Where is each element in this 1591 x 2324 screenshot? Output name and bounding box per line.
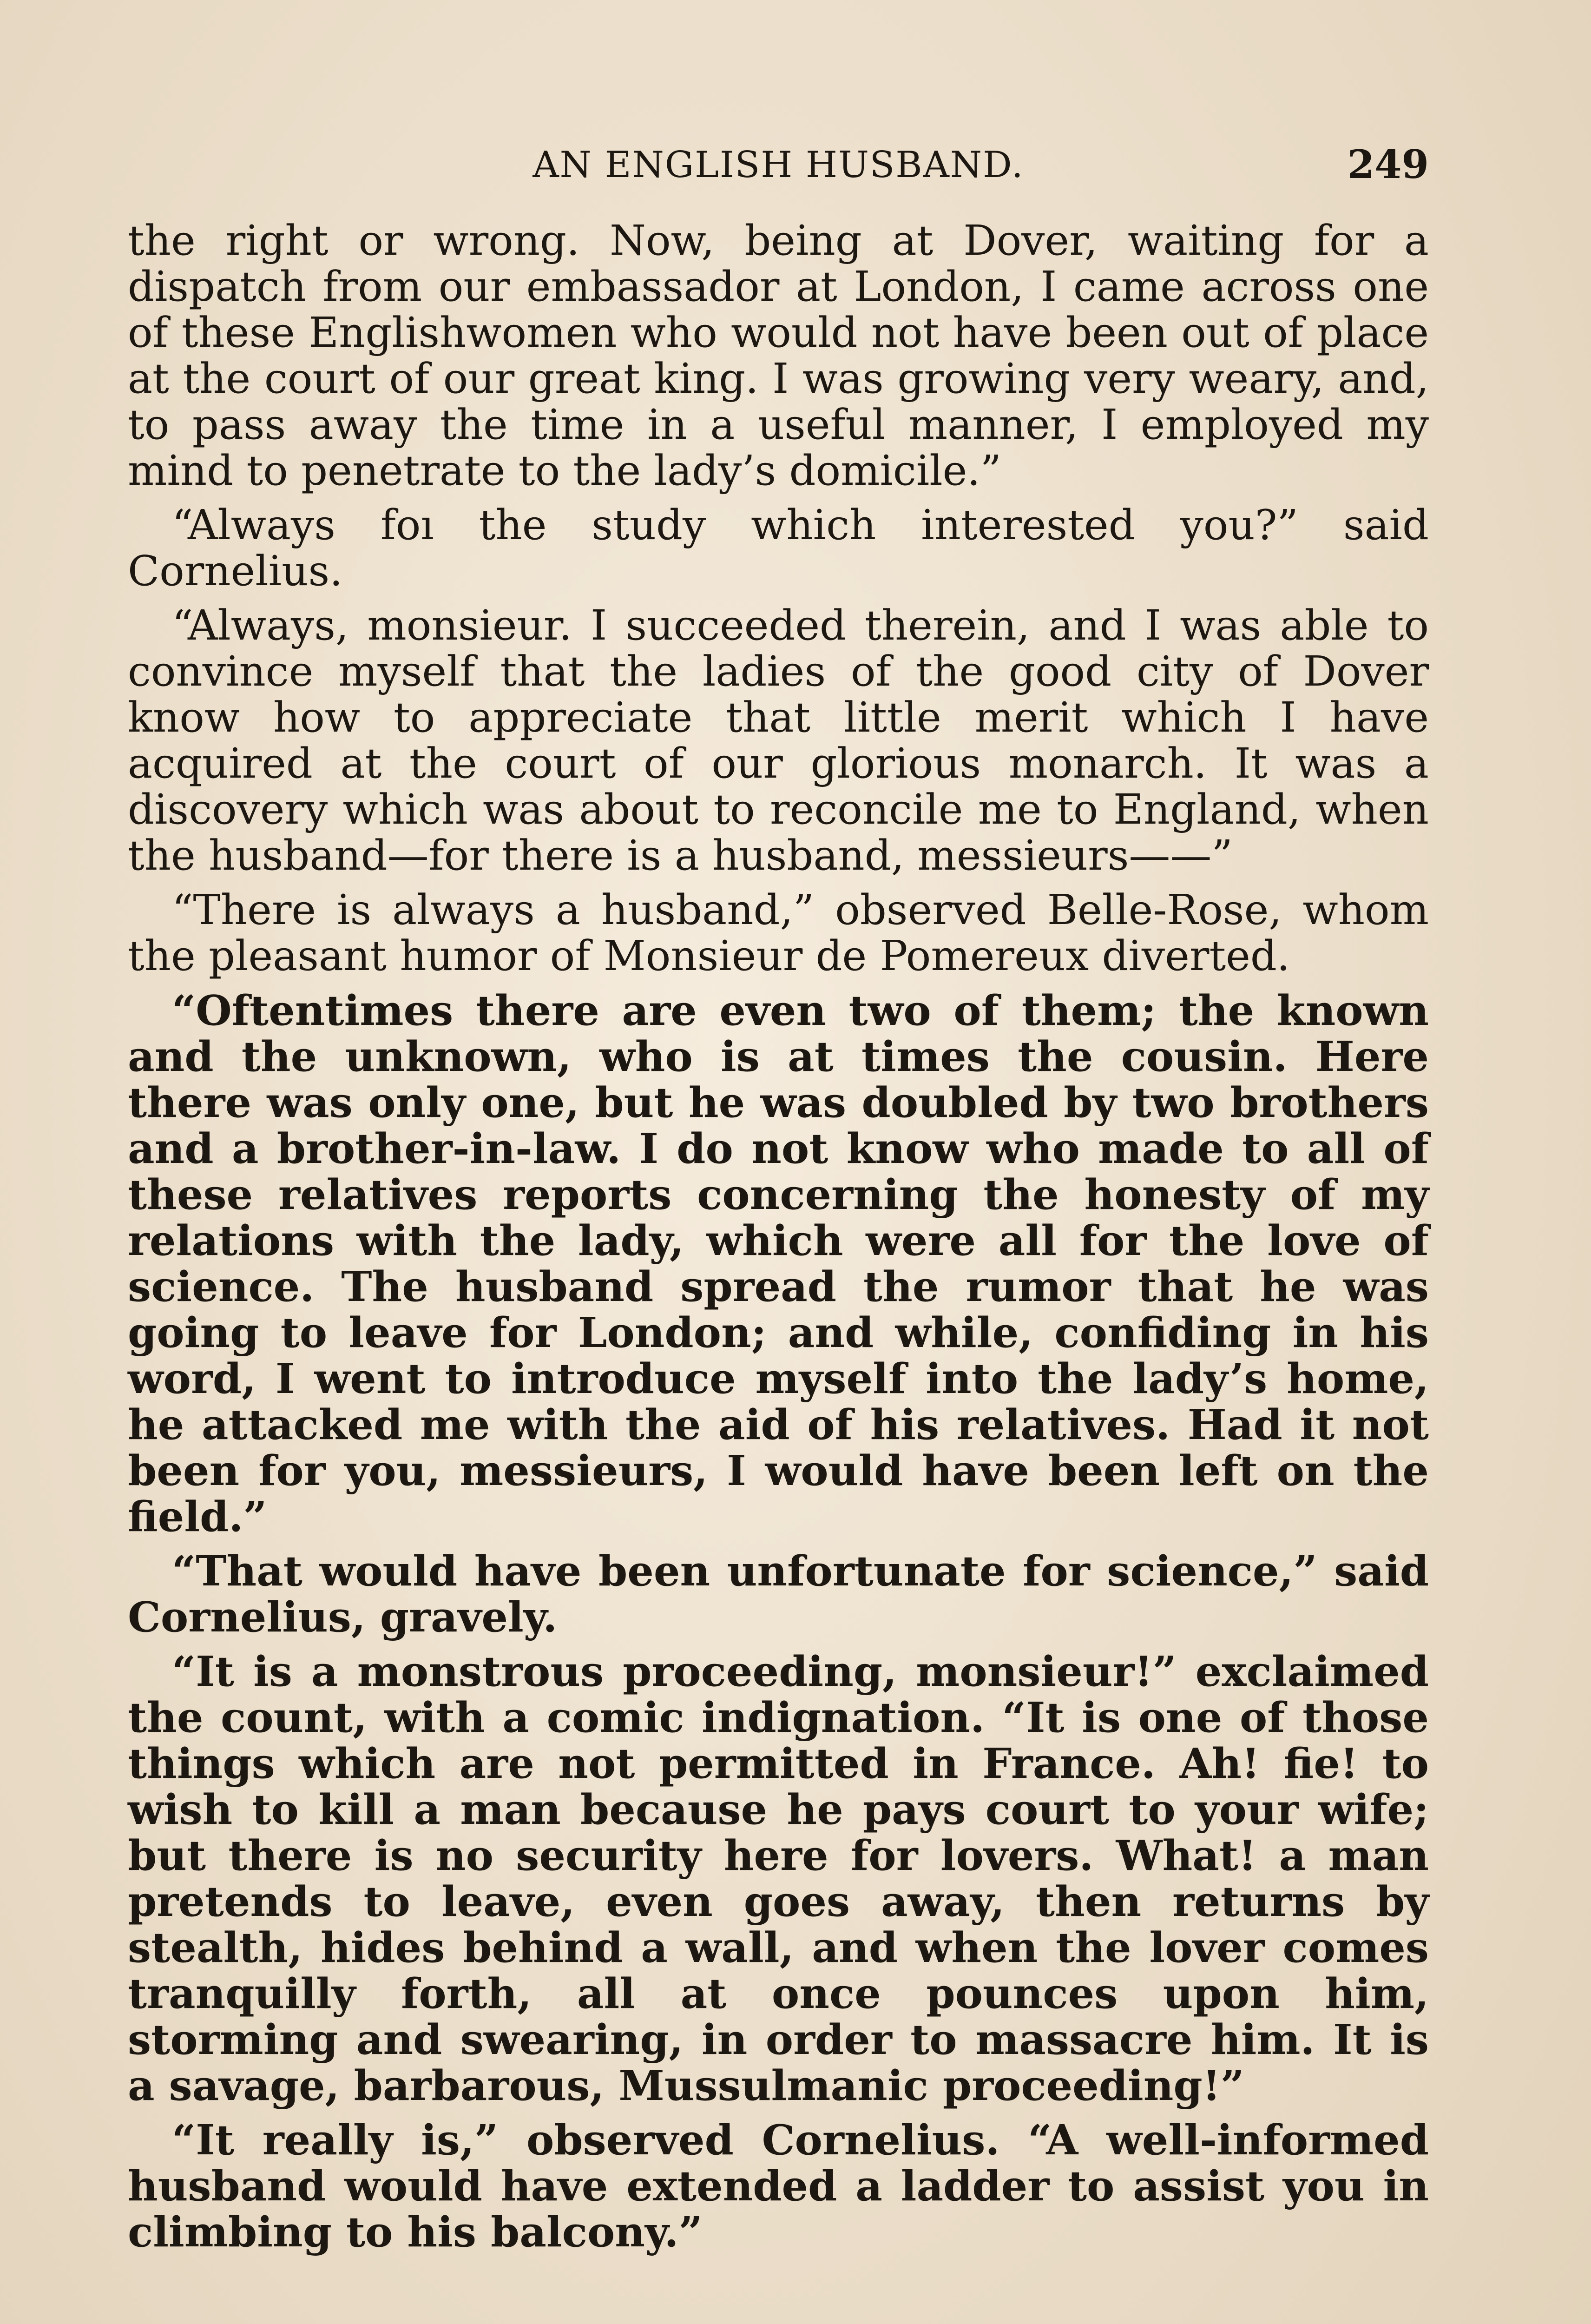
running-head — [128, 139, 1429, 200]
paragraph: “Oftentimes there are even two of them; the known and the unknown, who is at times the cousin. Here there was only one, but he was doubled by two brothers and a brother-in-law. I do not know who made to all of these relatives reports concerning the honesty of my relations with the lady, which were all for the love of science. The husband spread the rumor that he was going to leave for London; and while, confiding in his word, I went to introduce myself into the lady’s home, he attacked me with the aid of his relatives. Had it not been for you, messieurs, I would have been left on the field.” — [128, 986, 1429, 1541]
body-text — [128, 218, 1429, 2263]
paragraph: “Always foı the study which interested you?” said Cornelius. — [128, 501, 1429, 595]
paragraph: “There is always a husband,” observed Belle-Rose, whom the pleasant humor of Monsieur de Pomereux diverted. — [128, 885, 1429, 980]
paragraph: “That would have been unfortunate for science,” said Cornelius, gravely. — [128, 1546, 1429, 1641]
page-number: 249 — [1347, 141, 1429, 187]
paragraph: “Always, monsieur. I succeeded therein, and I was able to convince myself that the ladies of the good city of Dover know how to appreciate that little merit which I have acquired at the court of our glorious monarch. It was a discovery which was about to reconcile me to England, when the husband—for there is a husband, messieurs——” — [128, 601, 1429, 879]
running-title: AN ENGLISH HUSBAND. — [533, 144, 1024, 186]
paragraph: “It really is,” observed Cornelius. “A well-informed husband would have extended a ladder to assist you in climbing to his balcony.” — [128, 2115, 1429, 2256]
paragraph: “It is a monstrous proceeding, monsieur!” exclaimed the count, with a comic indignation. “It is one of those things which are not permitted in France. Ah! fie! to wish to kill a man because he pays court to your wife; but there is no security here for lovers. What! a man pretends to leave, even goes away, then returns by stealth, hides behind a wall, and when the lover comes tranquilly forth, all at once pounces upon him, storming and swearing, in order to massacre him. It is a savage, barbarous, Mussulmanic proceeding!” — [128, 1647, 1429, 2110]
paragraph-continuation: the right or wrong. Now, being at Dover, waiting for a dispatch from our embassador at London, I came across one of these Englishwomen who would not have been out of place at the court of our great king. I was growing very weary, and, to pass away the time in a useful manner, I employed my mind to penetrate to the lady’s domicile.” — [128, 216, 1429, 495]
